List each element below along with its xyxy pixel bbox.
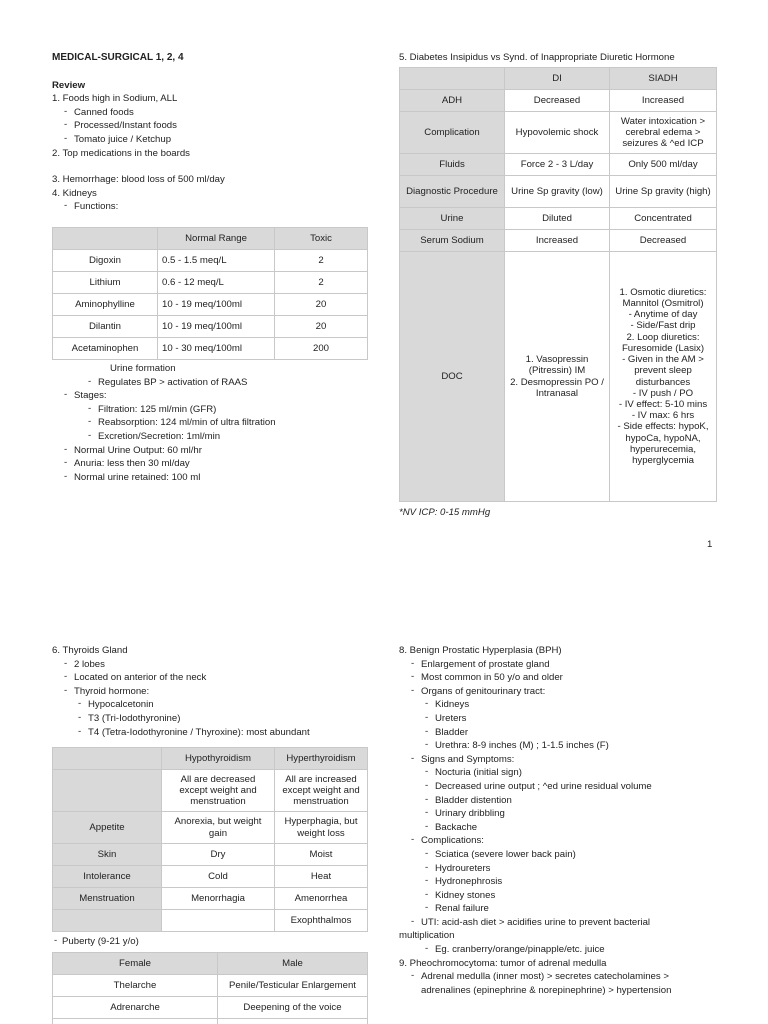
table-cell: Menorrhagia: [162, 888, 275, 910]
list-item: - 2 lobes: [62, 658, 372, 672]
pheo-title: 9. Pheochromocytoma: tumor of adrenal medulla: [399, 957, 607, 969]
di-siadh-table: [399, 67, 717, 502]
table-cell: Intolerance: [53, 866, 162, 888]
list-item: - IV max: 6 hrs: [631, 410, 695, 422]
list-item: - Reabsorption: 124 ml/min of ultra filtration: [86, 416, 372, 430]
table-cell: Diagnostic Procedure: [400, 176, 505, 208]
table-header: Toxic: [275, 228, 368, 250]
table-cell: Acetaminophen: [53, 338, 158, 360]
table-cell: Serum Sodium: [400, 230, 505, 252]
signs-heading-list: [409, 753, 729, 767]
puberty-table: [52, 952, 368, 1024]
uti-sublist: [423, 943, 729, 957]
thyroid-table: [52, 747, 368, 932]
list-item: - Urethra: 8-9 inches (M) ; 1-1.5 inches (F): [423, 739, 729, 753]
table-cell: Urine: [400, 208, 505, 230]
table-cell: [218, 1019, 368, 1024]
table-row: [53, 338, 368, 360]
table-cell: [162, 910, 275, 932]
table-header: Hypothyroidism: [162, 748, 275, 770]
table-cell: 0.5 - 1.5 meq/L: [158, 250, 275, 272]
list-item: - Stages:: [62, 389, 372, 403]
table-row: [53, 250, 368, 272]
thyroid-title: 6. Thyroids Gland: [52, 645, 128, 656]
kidney-functions-list: [62, 200, 372, 214]
table-cell: Skin: [53, 844, 162, 866]
table-cell: Water intoxication > cerebral edema > seizures & ^ed ICP: [610, 112, 717, 154]
list-item: - Eg. cranberry/orange/pinapple/etc. juice: [423, 943, 729, 957]
list-item: - Kidneys: [423, 698, 729, 712]
sodium-list: [62, 106, 372, 147]
table-row: [400, 176, 717, 208]
kidney-regulates-list: [86, 376, 372, 390]
table-cell: 10 - 19 meq/100ml: [158, 294, 275, 316]
list-item: - Organs of genitourinary tract:: [409, 685, 729, 699]
review-item-3: 3. Hemorrhage: blood loss of 500 ml/day: [52, 174, 225, 186]
puberty-section: [52, 935, 372, 949]
table-row: [400, 208, 717, 230]
list-item: - Tomato juice / Ketchup: [62, 133, 372, 147]
review-heading: Review: [52, 79, 86, 91]
list-item: - Sciatica (severe lower back pain): [423, 848, 729, 862]
table-header: Hyperthyroidism: [275, 748, 368, 770]
list-item: - IV effect: 5-10 mins: [618, 398, 708, 410]
table-cell: Complication: [400, 112, 505, 154]
list-item: - Excretion/Secretion: 1ml/min: [86, 430, 372, 444]
list-item: - Renal failure: [423, 902, 729, 916]
table-cell: [53, 1019, 218, 1024]
stages-sublist: [86, 403, 372, 444]
table-cell: 2: [275, 250, 368, 272]
table-cell: Dry: [162, 844, 275, 866]
table-cell: Penile/Testicular Enlargement: [218, 975, 368, 997]
table-cell: Urine Sp gravity (high): [610, 176, 717, 208]
list-item: - T4 (Tetra-Iodothyronine / Thyroxine): most abundant: [76, 726, 372, 740]
table-row: [53, 812, 368, 844]
urine-formation: Urine formation: [110, 363, 176, 374]
list-item: - IV push / PO: [632, 387, 694, 399]
list-item: - Regulates BP > activation of RAAS: [86, 376, 372, 390]
list-item: - T3 (Tri-Iodothyronine): [76, 712, 372, 726]
list-item: - Enlargement of prostate gland: [409, 658, 729, 672]
icp-note: *NV ICP: 0-15 mmHg: [399, 507, 491, 518]
list-item: - Urinary dribbling: [423, 807, 729, 821]
doc-di-cell: [505, 252, 610, 502]
table-header: Female: [53, 953, 218, 975]
table-cell: Moist: [275, 844, 368, 866]
list-item: - Most common in 50 y/o and older: [409, 671, 729, 685]
table-row: [53, 272, 368, 294]
kidney-details: [62, 362, 372, 484]
list-item: - Puberty (9-21 y/o): [52, 935, 372, 949]
table-cell: Appetite: [53, 812, 162, 844]
list-item: 1. Vasopressin (Pitressin) IM: [525, 354, 589, 377]
list-item: - Complications:: [409, 834, 729, 848]
table-cell: Urine Sp gravity (low): [505, 176, 610, 208]
list-item: - Signs and Symptoms:: [409, 753, 729, 767]
list-item: - UTI: acid-ash diet > acidifies urine to prevent bacterial: [409, 916, 729, 930]
list-item: - Canned foods: [62, 106, 372, 120]
table-cell: 10 - 19 meq/100ml: [158, 316, 275, 338]
bph-list: [409, 658, 729, 699]
table-cell: 10 - 30 meq/100ml: [158, 338, 275, 360]
list-item: - Anuria: less then 30 ml/day: [62, 457, 372, 471]
complications-list: [423, 848, 729, 916]
table-cell: 2: [275, 272, 368, 294]
table-cell: Adrenarche: [53, 997, 218, 1019]
table-row: [53, 294, 368, 316]
list-item: - Adrenal medulla (inner most) > secretes catecholamines >: [409, 970, 729, 984]
list-item: - Filtration: 125 ml/min (GFR): [86, 403, 372, 417]
table-cell: [53, 910, 162, 932]
doc-siadh-cell: [610, 252, 717, 502]
table-cell: 200: [275, 338, 368, 360]
bph-title: 8. Benign Prostatic Hyperplasia (BPH): [399, 645, 562, 656]
table-cell: Deepening of the voice: [218, 997, 368, 1019]
table-cell: 0.6 - 12 meq/L: [158, 272, 275, 294]
urine-output-list: [62, 444, 372, 485]
table-cell: Diluted: [505, 208, 610, 230]
bph-section: [399, 644, 729, 997]
table-cell: Exophthalmos: [275, 910, 368, 932]
review-item-1: 1. Foods high in Sodium, ALL: [52, 93, 178, 105]
table-cell: Decreased: [505, 90, 610, 112]
list-item: - Hypocalcetonin: [76, 698, 372, 712]
table-cell: Digoxin: [53, 250, 158, 272]
table-cell: Dilantin: [53, 316, 158, 338]
table-cell: [53, 770, 162, 812]
list-item: - Side/Fast drip: [630, 320, 696, 332]
table-cell: All are increased except weight and menstruation: [275, 770, 368, 812]
table-cell: Concentrated: [610, 208, 717, 230]
table-cell: Heat: [275, 866, 368, 888]
list-item: 1. Osmotic diuretics: Mannitol (Osmitrol): [619, 286, 707, 310]
thyroid-list: [62, 658, 372, 699]
review-item-4: 4. Kidneys: [52, 187, 97, 199]
list-item: - Kidney stones: [423, 889, 729, 903]
list-item: - Anytime of day: [628, 309, 698, 321]
table-cell: Cold: [162, 866, 275, 888]
list-item: - Decreased urine output ; ^ed urine residual volume: [423, 780, 729, 794]
di-siadh-title: 5. Diabetes Insipidus vs Synd. of Inappropriate Diuretic Hormone: [399, 52, 675, 63]
table-cell: Thelarche: [53, 975, 218, 997]
list-item: - Given in the AM > prevent sleep disturbances: [622, 354, 704, 388]
list-item: - Thyroid hormone:: [62, 685, 372, 699]
complications-heading-list: [409, 834, 729, 848]
table-cell: Hyperphagia, but weight loss: [275, 812, 368, 844]
table-row: [53, 866, 368, 888]
pheo-continued: adrenalines (epinephrine & norepinephrine) > hypertension: [421, 984, 672, 996]
table-cell: 20: [275, 294, 368, 316]
list-item: - Bladder distention: [423, 794, 729, 808]
table-cell: Menstruation: [53, 888, 162, 910]
table-row: [53, 1019, 368, 1024]
thyroid-section: [52, 644, 372, 739]
table-header: [400, 68, 505, 90]
table-header: DI: [505, 68, 610, 90]
table-row: [400, 252, 717, 502]
table-row: [53, 770, 368, 812]
stages-list: [62, 389, 372, 403]
puberty-list: [52, 935, 372, 949]
drug-table: [52, 227, 368, 360]
table-row: [53, 844, 368, 866]
table-cell: Lithium: [53, 272, 158, 294]
signs-list: [423, 766, 729, 834]
organs-list: [423, 698, 729, 752]
list-item: - Hydroureters: [423, 862, 729, 876]
table-cell: Force 2 - 3 L/day: [505, 154, 610, 176]
table-header: Male: [218, 953, 368, 975]
table-row: [400, 112, 717, 154]
table-cell: Amenorrhea: [275, 888, 368, 910]
table-row: [400, 230, 717, 252]
table-cell: Increased: [505, 230, 610, 252]
review-item-2: 2. Top medications in the boards: [52, 147, 190, 159]
table-cell: Anorexia, but weight gain: [162, 812, 275, 844]
table-header: [53, 748, 162, 770]
table-cell: 20: [275, 316, 368, 338]
table-header: SIADH: [610, 68, 717, 90]
table-cell: Hypovolemic shock: [505, 112, 610, 154]
table-cell: All are decreased except weight and menstruation: [162, 770, 275, 812]
table-row: [53, 997, 368, 1019]
table-row: [53, 888, 368, 910]
left-column-top: [52, 51, 372, 214]
list-item: 2. Desmopressin PO / Intranasal: [510, 376, 604, 399]
table-header: Normal Range: [158, 228, 275, 250]
table-cell: Fluids: [400, 154, 505, 176]
table-cell: Increased: [610, 90, 717, 112]
table-row: [400, 90, 717, 112]
list-item: - Normal Urine Output: 60 ml/hr: [62, 444, 372, 458]
table-header: [53, 228, 158, 250]
list-item: - Located on anterior of the neck: [62, 671, 372, 685]
table-cell: DOC: [400, 252, 505, 502]
list-item: - Side effects: hypoK, hypoCa, hypoNA, hyperurecemia, hyperglycemia: [617, 421, 709, 466]
list-item: - Hydronephrosis: [423, 875, 729, 889]
list-item: - Processed/Instant foods: [62, 119, 372, 133]
table-cell: Aminophylline: [53, 294, 158, 316]
hormone-list: [76, 698, 372, 739]
table-row: [53, 975, 368, 997]
list-item: - Ureters: [423, 712, 729, 726]
list-item: - Backache: [423, 821, 729, 835]
uti-list: [409, 916, 729, 930]
table-row: [400, 154, 717, 176]
table-cell: Only 500 ml/day: [610, 154, 717, 176]
page-number: 1: [707, 539, 713, 550]
document-title: MEDICAL-SURGICAL 1, 2, 4: [52, 52, 184, 63]
table-row: [53, 910, 368, 932]
table-cell: ADH: [400, 90, 505, 112]
table-row: [53, 316, 368, 338]
uti-continued: multiplication: [399, 930, 455, 942]
list-item: - Nocturia (initial sign): [423, 766, 729, 780]
list-item: - Normal urine retained: 100 ml: [62, 471, 372, 485]
list-item: - Functions:: [62, 200, 372, 214]
list-item: - Bladder: [423, 726, 729, 740]
pheo-list: [409, 970, 729, 984]
list-item: 2. Loop diuretics: Furesomide (Lasix): [621, 331, 705, 354]
table-cell: Decreased: [610, 230, 717, 252]
